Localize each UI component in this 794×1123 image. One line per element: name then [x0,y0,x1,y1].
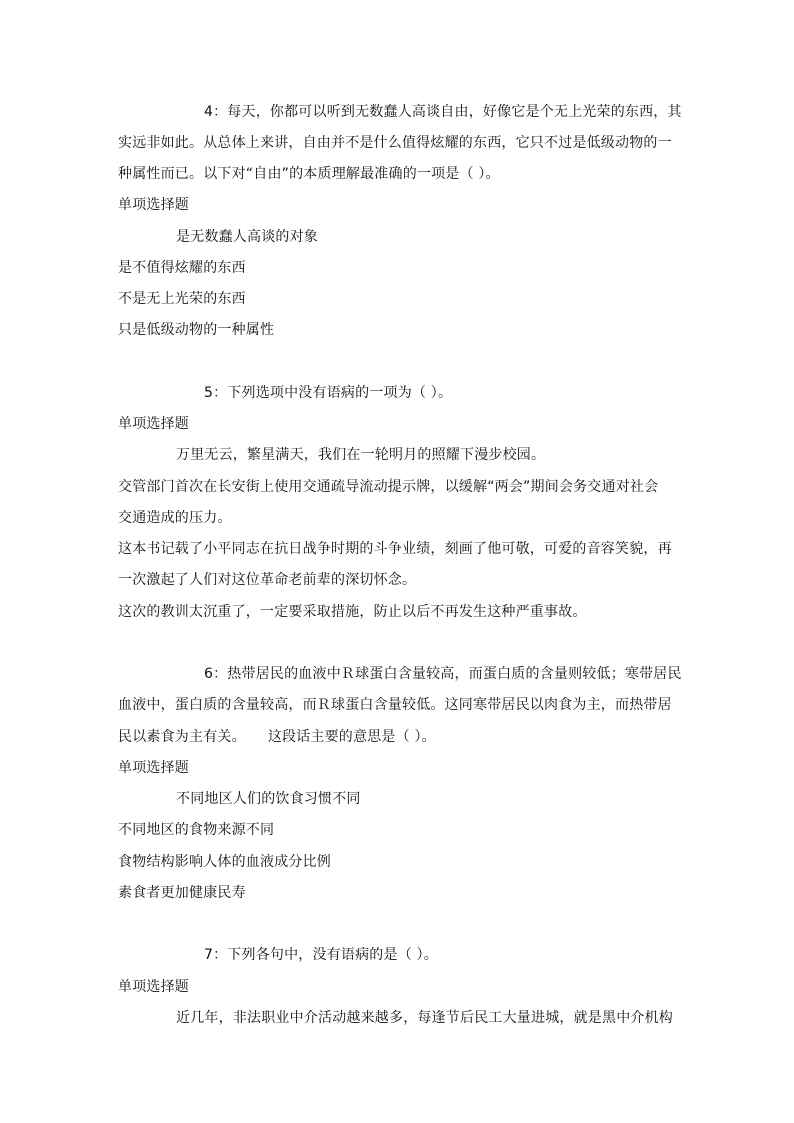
question-6-line-3 [118,727,436,747]
question-6-option-d: 素食者更加健康民寿 [118,885,246,901]
question-4-option-d: 只是低级动物的一种属性 [118,322,275,338]
question-5-option-c-line-2: 一次激起了人们对这位革命老前辈的深切怀念。 [118,572,417,588]
question-5-option-d: 这次的教训太沉重了，一定要采取措施，防止以后不再发生这种严重事故。 [118,604,587,620]
question-4-option-c: 不是无上光荣的东西 [118,291,246,307]
question-5-option-c-line-1: 这本书记载了小平同志在抗日战争时期的斗争业绩，刻画了他可敬，可爱的音容笑貌，再 [118,541,672,557]
question-6-line-1: 6：热带居民的血液中Ｒ球蛋白含量较高，而蛋白质的含量则较低；寒带居民 [204,666,682,682]
question-4-option-a: 是无数蠢人高谈的对象 [176,229,318,245]
question-6-line-3-text: 民以素食为主有关。 [118,729,246,745]
question-4-line-1: 4：每天，你都可以听到无数蠢人高谈自由，好像它是个无上光荣的东西，其 [204,104,682,120]
question-4-line-2: 实远非如此。从总体上来讲，自由并不是什么值得炫耀的东西，它只不过是低级动物的一 [118,135,672,151]
question-4-line-3: 种属性而已。以下对“自由”的本质理解最准确的一项是（ ）。 [118,166,500,182]
question-5-type: 单项选择题 [118,416,189,432]
question-4-type: 单项选择题 [118,197,189,213]
question-6-type: 单项选择题 [118,760,189,776]
question-7-line-1: 7：下列各句中，没有语病的是（ ）。 [204,947,438,963]
question-6-option-c: 食物结构影响人体的血液成分比例 [118,854,331,870]
question-6-line-2: 血液中，蛋白质的含量较高，而Ｒ球蛋白含量较低。这同寒带居民以肉食为主，而热带居 [118,697,672,713]
question-6-prompt: 这段话主要的意思是（ ）。 [267,729,436,745]
question-6-option-a: 不同地区人们的饮食习惯不同 [176,791,361,807]
question-5-option-b-line-1: 交管部门首次在长安街上使用交通疏导流动提示牌，以缓解“两会”期间会务交通对社会 [118,479,659,495]
question-5-option-b-line-2: 交通造成的压力。 [118,510,232,526]
question-5-line-1: 5：下列选项中没有语病的一项为（ ）。 [204,385,453,401]
question-7-option-a: 近几年，非法职业中介活动越来越多，每逢节后民工大量进城，就是黑中介机构 [176,1010,673,1026]
question-4-option-b: 是不值得炫耀的东西 [118,260,246,276]
question-6-option-b: 不同地区的食物来源不同 [118,822,275,838]
question-7-type: 单项选择题 [118,979,189,995]
question-5-option-a: 万里无云，繁星满天，我们在一轮明月的照耀下漫步校园。 [176,447,546,463]
